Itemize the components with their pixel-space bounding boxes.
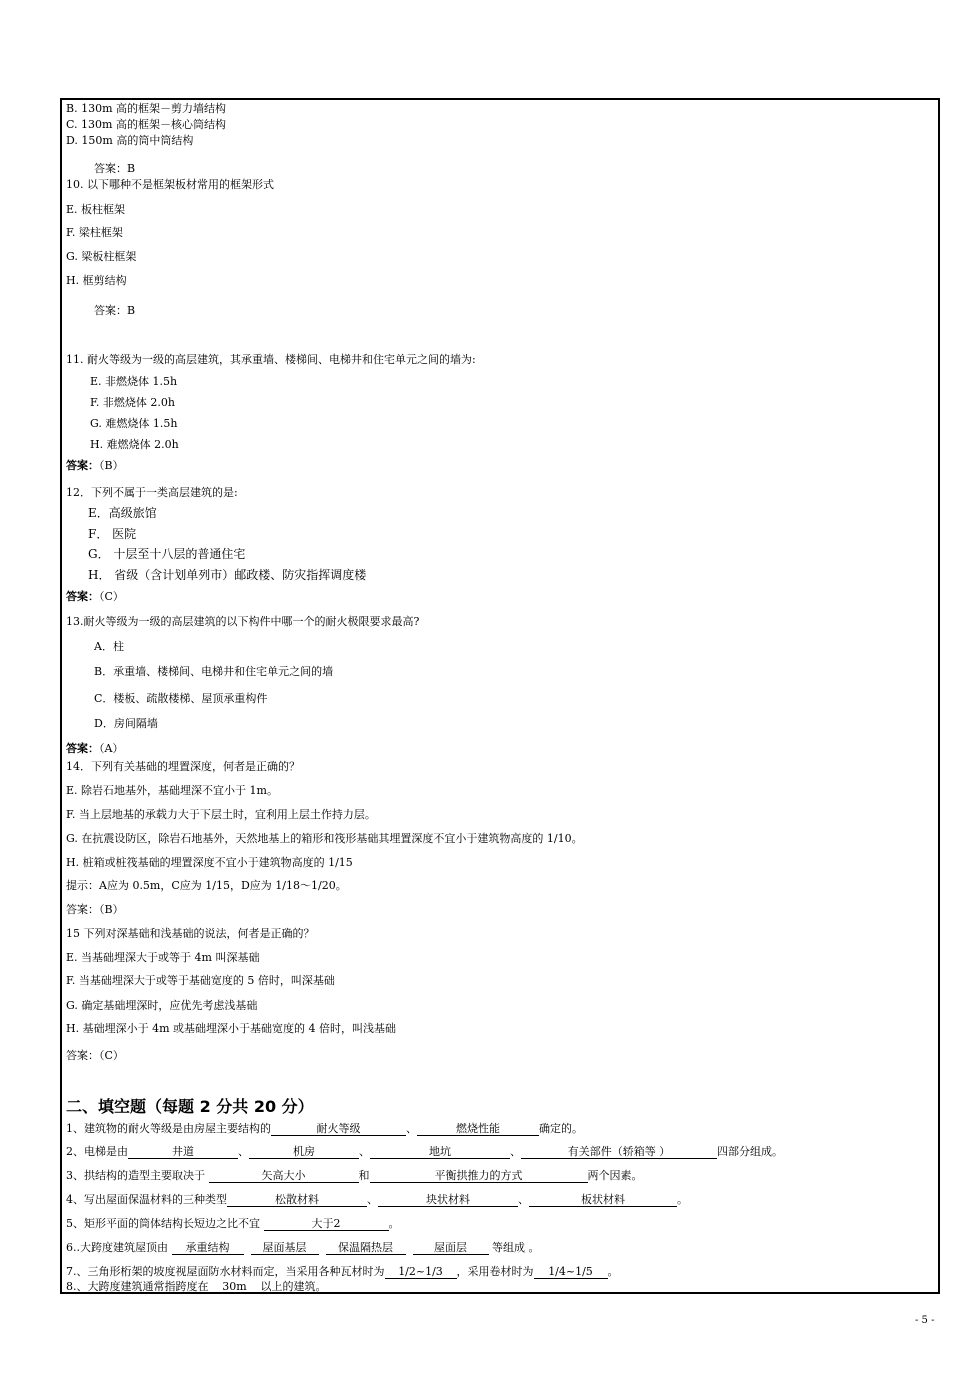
fill-blank: 燃烧性能 [417,1123,539,1136]
fill-blank: 屋面基层 [251,1242,319,1255]
q10-stem: 10. 以下哪种不是框架板材常用的框架形式 [66,178,274,191]
fill-text: 8.、大跨度建筑通常指跨度在 [66,1280,209,1293]
answer-label: 答案： [66,742,99,755]
q15-option-e: E. 当基础埋深大于或等于 4m 叫深基础 [66,951,260,964]
q10-option-h: H. 框剪结构 [66,274,127,287]
fill-text: 、 [518,1193,529,1206]
fill-text: 等组成 。 [492,1241,540,1254]
fill-blank: 耐火等级 [271,1123,406,1136]
fill-text: 2、电梯是由 [66,1145,128,1158]
q14-answer: 答案：（B） [66,903,124,916]
q9-option-c: C. 130m 高的框架－核心筒结构 [66,118,226,131]
fill-blank: 松散材料 [227,1194,367,1207]
fill-blank: 地坑 [370,1146,510,1159]
q15-stem: 15 下列对深基础和浅基础的说法，何者是正确的？ [66,927,315,940]
fill-blank: 矢高大小 [209,1170,359,1183]
q11-option-g: G. 难燃烧体 1.5h [90,417,178,430]
q14-option-e: E. 除岩石地基外，基础埋深不宜小于 1m。 [66,784,278,797]
fill-text: ，采用卷材时为 [456,1265,534,1278]
answer-value: （B） [99,459,124,472]
q15-option-g: G. 确定基础埋深时，应优先考虑浅基础 [66,999,258,1012]
q14-hint: 提示：A应为 0.5m，C应为 1/15，D应为 1/18～1/20。 [66,879,347,892]
fill-text: 四部分组成。 [717,1145,783,1158]
page-number: - 5 - [915,1315,935,1326]
fill-blank: 板状材料 [529,1194,677,1207]
q11-option-e: E. 非燃烧体 1.5h [90,375,178,388]
answer-value: （A） [99,742,124,755]
fill-item-8 [66,1280,327,1294]
q9-answer: 答案：B [94,162,136,175]
fill-blank: 30m [209,1281,261,1294]
q13-option-b: B．承重墙、楼梯间、电梯井和住宅单元之间的墙 [94,665,334,678]
fill-blank: 1/2~1/3 [385,1266,457,1279]
q14-option-h: H. 桩箱或桩筏基础的埋置深度不宜小于建筑物高度的 1/15 [66,856,353,869]
section-title: 二、填空题（每题 2 分共 20 分） [66,1097,314,1116]
fill-blank: 保温隔热层 [326,1242,406,1255]
q13-stem: 13.耐火等级为一级的高层建筑的以下构件中哪一个的耐火极限要求最高? [66,615,420,628]
fill-blank: 屋面层 [413,1242,489,1255]
q10-option-f: F. 梁柱框架 [66,226,123,239]
q13-option-a: A．柱 [94,640,124,653]
q11-option-h: H. 难燃烧体 2.0h [90,438,179,451]
q12-option-h: H． 省级（含计划单列市）邮政楼、防灾指挥调度楼 [88,568,367,582]
q10-option-g: G. 梁板柱框架 [66,250,137,263]
fill-item-4 [66,1193,688,1207]
fill-text: 确定的。 [539,1122,583,1135]
fill-blank: 井道 [128,1146,238,1159]
fill-blank: 承重结构 [172,1242,244,1255]
q11-stem: 11. 耐火等级为一级的高层建筑，其承重墙、楼梯间、电梯井和住宅单元之间的墙为: [66,353,476,366]
q12-option-g: G． 十层至十八层的普通住宅 [88,547,246,561]
fill-text: 、 [359,1145,370,1158]
fill-text: 和 [358,1169,370,1182]
q14-stem: 14．下列有关基础的埋置深度，何者是正确的？ [66,760,300,773]
q13-option-c: C．楼板、疏散楼梯、屋顶承重构件 [94,692,268,705]
q9-option-b: B. 130m 高的框架－剪力墙结构 [66,102,226,115]
answer-value: （C） [99,590,124,603]
fill-text: 。 [677,1193,688,1206]
fill-text: 6..大跨度建筑屋顶由 [66,1241,172,1254]
fill-text: 、 [367,1193,378,1206]
fill-text: 、 [510,1145,521,1158]
fill-item-6 [66,1241,540,1255]
q10-option-e: E. 板柱框架 [66,203,126,216]
fill-blank: 有关部件（轿箱等 ） [521,1146,717,1159]
q15-option-h: H. 基础埋深小于 4m 或基础埋深小于基础宽度的 4 倍时，叫浅基础 [66,1022,396,1035]
fill-item-3 [66,1169,643,1183]
fill-text: 4、写出屋面保温材料的三种类型 [66,1193,227,1206]
fill-blank: 机房 [249,1146,359,1159]
q15-answer: 答案：（C） [66,1049,124,1062]
q14-option-f: F. 当上层地基的承载力大于下层土时，宜利用上层土作持力层。 [66,808,376,821]
fill-blank: 块状材料 [378,1194,518,1207]
answer-label: 答案： [66,459,99,472]
q9-option-d: D. 150m 高的筒中筒结构 [66,134,194,147]
q11-answer [66,459,124,472]
fill-text: 以上的建筑。 [260,1280,327,1293]
q14-option-g: G. 在抗震设防区，除岩石地基外，天然地基上的箱形和筏形基础其埋置深度不宜小于建筑物高度的 1/10。 [66,832,583,845]
fill-text: 两个因素。 [587,1169,643,1182]
fill-text: 3、拱结构的造型主要取决于 [66,1169,209,1182]
q12-stem: 12．下列不属于一类高层建筑的是: [66,486,238,499]
fill-item-7 [66,1265,619,1279]
fill-text: 7.、三角形桁架的坡度视屋面防水材料而定，当采用各种瓦材时为 [66,1265,385,1278]
q13-option-d: D．房间隔墙 [94,717,158,730]
q13-answer [66,742,123,755]
fill-text: 。 [388,1217,400,1230]
fill-text: 、 [238,1145,249,1158]
q10-answer: 答案：B [94,304,136,317]
fill-text: 5、矩形平面的筒体结构长短边之比不宜 [66,1217,264,1230]
fill-text: 、 [406,1122,417,1135]
q12-option-e: E．高级旅馆 [88,506,157,520]
answer-label: 答案： [66,590,99,603]
q12-answer [66,590,124,603]
q12-option-f: F． 医院 [88,527,137,541]
q11-option-f: F. 非燃烧体 2.0h [90,396,175,409]
fill-item-1 [66,1122,583,1136]
fill-blank: 平衡拱推力的方式 [370,1170,588,1183]
fill-item-2 [66,1145,783,1159]
fill-text: 1、建筑物的耐火等级是由房屋主要结构的 [66,1122,271,1135]
q15-option-f: F. 当基础埋深大于或等于基础宽度的 5 倍时，叫深基础 [66,974,335,987]
fill-blank: 大于2 [264,1218,389,1231]
fill-text: 。 [607,1265,619,1278]
fill-blank: 1/4~1/5 [534,1266,608,1279]
fill-item-5 [66,1217,400,1231]
